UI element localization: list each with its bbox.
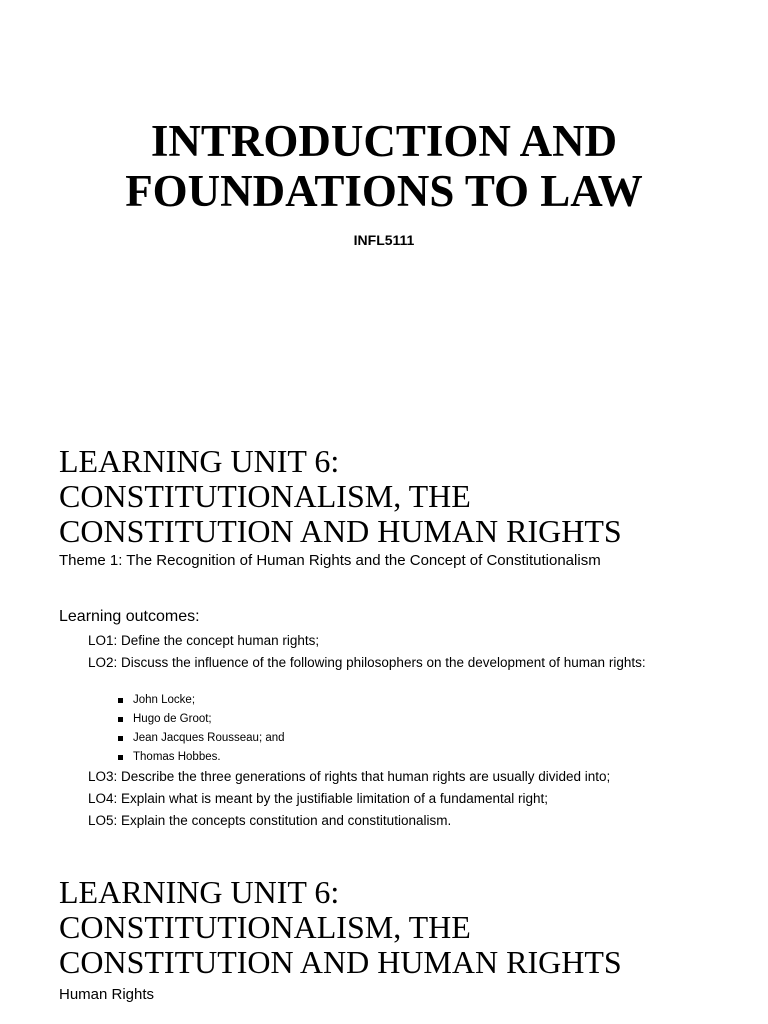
learning-outcome-lo4: LO4: Explain what is meant by the justifiable limitation of a fundamental right; [88, 791, 548, 806]
philosopher-name: Thomas Hobbes. [133, 751, 221, 763]
unit-heading-line-1: LEARNING UNIT 6: [59, 874, 340, 910]
list-item [118, 691, 285, 710]
unit-heading-line-3: CONSTITUTION AND HUMAN RIGHTS [59, 944, 622, 980]
philosopher-name: John Locke; [133, 694, 196, 706]
course-code: INFL5111 [353, 232, 415, 248]
learning-outcome-lo3: LO3: Describe the three generations of rights that human rights are usually divided into; [88, 769, 611, 784]
learning-outcome-lo1: LO1: Define the concept human rights; [88, 633, 320, 648]
bullet-icon [118, 717, 123, 722]
learning-outcome-lo5: LO5: Explain the concepts constitution and constitutionalism. [88, 813, 452, 828]
learning-outcome-lo2: LO2: Discuss the influence of the following philosophers on the development of human rights: [88, 655, 646, 670]
unit-heading [59, 444, 622, 549]
main-title-line-1: INTRODUCTION AND [150, 116, 618, 166]
learning-outcomes-label: Learning outcomes: [59, 608, 200, 625]
bullet-icon [118, 736, 123, 741]
bullet-icon [118, 698, 123, 703]
human-rights-subheading: Human Rights [59, 986, 155, 1003]
unit-heading-line-3: CONSTITUTION AND HUMAN RIGHTS [59, 513, 622, 549]
philosopher-list [118, 691, 285, 767]
list-item [118, 710, 285, 729]
philosopher-name: Jean Jacques Rousseau; and [133, 732, 285, 744]
theme-line: Theme 1: The Recognition of Human Rights and the Concept of Constitutionalism [59, 552, 601, 569]
unit-heading-line-2: CONSTITUTIONALISM, THE [59, 909, 471, 945]
unit-heading [59, 875, 622, 980]
title-slide [0, 0, 768, 420]
list-item [118, 748, 285, 767]
main-title [0, 116, 768, 216]
bullet-icon [118, 755, 123, 760]
main-title-line-2: FOUNDATIONS TO LAW [125, 166, 643, 216]
philosopher-name: Hugo de Groot; [133, 713, 212, 725]
unit-heading-line-1: LEARNING UNIT 6: [59, 443, 340, 479]
list-item [118, 729, 285, 748]
unit-heading-line-2: CONSTITUTIONALISM, THE [59, 478, 471, 514]
